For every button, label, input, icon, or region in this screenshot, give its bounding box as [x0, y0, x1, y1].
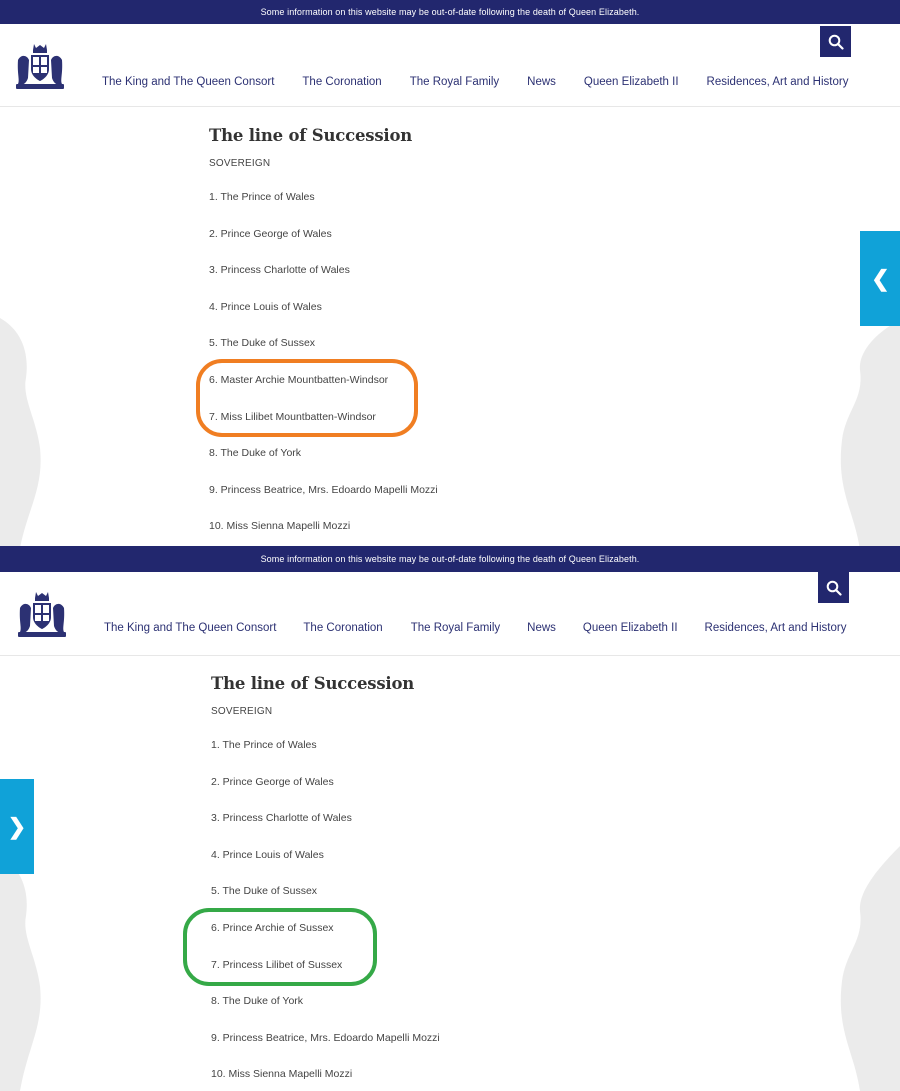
- nav-residences-art-history[interactable]: Residences, Art and History: [704, 622, 847, 634]
- list-item: 4. Prince Louis of Wales: [209, 300, 322, 313]
- sovereign-label: SOVEREIGN: [211, 706, 273, 717]
- lion-watermark-left: [0, 856, 42, 1091]
- site-header: [0, 24, 900, 107]
- highlight-ring-orange: [196, 359, 418, 437]
- nav-king-queen-consort[interactable]: The King and The Queen Consort: [102, 76, 275, 88]
- previous-tab-button[interactable]: [860, 231, 900, 326]
- lion-watermark-left: [0, 318, 42, 546]
- chevron-left-icon: ❮: [871, 265, 890, 291]
- main-nav: [102, 76, 848, 88]
- list-item: 9. Princess Beatrice, Mrs. Edoardo Mapelli Mozzi: [211, 1031, 440, 1044]
- list-item: 8. The Duke of York: [209, 447, 302, 460]
- list-item: 9. Princess Beatrice, Mrs. Edoardo Mapelli Mozzi: [209, 483, 438, 496]
- nav-news[interactable]: News: [527, 76, 556, 88]
- highlight-ring-green: [183, 908, 377, 986]
- list-item: 6. Master Archie Mountbatten-Windsor: [209, 373, 389, 386]
- list-item: 5. The Duke of Sussex: [211, 885, 318, 898]
- nav-royal-family[interactable]: The Royal Family: [410, 622, 501, 634]
- chevron-right-icon: ❯: [7, 813, 27, 839]
- search-icon: [828, 34, 844, 50]
- screenshot-after: [0, 546, 900, 1091]
- list-item: 3. Princess Charlotte of Wales: [211, 812, 352, 825]
- nav-queen-elizabeth[interactable]: Queen Elizabeth II: [583, 76, 679, 88]
- main-nav: [104, 622, 846, 634]
- list-item: 7. Miss Lilibet Mountbatten-Windsor: [209, 410, 376, 423]
- list-item: 5. The Duke of Sussex: [209, 337, 316, 350]
- list-item: 10. Miss Sienna Mapelli Mozzi: [209, 520, 351, 533]
- list-item: 2. Prince George of Wales: [211, 775, 334, 788]
- royal-crest-icon[interactable]: [16, 590, 68, 640]
- list-item: 4. Prince Louis of Wales: [211, 848, 324, 861]
- sovereign-label: SOVEREIGN: [209, 158, 271, 169]
- notice-banner: Some information on this website may be out-of-date following the death of Queen Elizabeth.: [0, 0, 900, 24]
- list-item: 7. Princess Lilibet of Sussex: [211, 958, 343, 971]
- search-button[interactable]: [820, 26, 851, 57]
- nav-king-queen-consort[interactable]: The King and The Queen Consort: [104, 622, 277, 634]
- nav-queen-elizabeth[interactable]: Queen Elizabeth II: [582, 622, 678, 634]
- notice-banner: Some information on this website may be out-of-date following the death of Queen Elizabeth.: [0, 546, 900, 572]
- next-tab-button[interactable]: [0, 779, 34, 874]
- page-title: The line of Succession: [211, 674, 415, 693]
- nav-coronation[interactable]: The Coronation: [302, 76, 382, 88]
- nav-coronation[interactable]: The Coronation: [303, 622, 383, 634]
- search-icon: [826, 580, 842, 596]
- nav-royal-family[interactable]: The Royal Family: [409, 76, 500, 88]
- list-item: 6. Prince Archie of Sussex: [211, 921, 334, 934]
- list-item: 10. Miss Sienna Mapelli Mozzi: [211, 1068, 353, 1081]
- royal-crest-icon[interactable]: [14, 42, 66, 92]
- lion-watermark-right: [836, 320, 900, 546]
- list-item: 1. The Prince of Wales: [211, 739, 317, 751]
- nav-residences-art-history[interactable]: Residences, Art and History: [706, 76, 849, 88]
- nav-news[interactable]: News: [527, 622, 556, 634]
- succession-section: [211, 674, 440, 1091]
- list-item: 3. Princess Charlotte of Wales: [209, 264, 350, 277]
- lion-watermark-right: [836, 846, 900, 1091]
- search-button[interactable]: [818, 572, 849, 603]
- succession-section: [209, 126, 438, 545]
- page-title: The line of Succession: [209, 126, 413, 145]
- site-header: [0, 572, 900, 656]
- list-item: 2. Prince George of Wales: [209, 227, 332, 240]
- list-item: 8. The Duke of York: [211, 995, 304, 1008]
- list-item: 1. The Prince of Wales: [209, 191, 315, 203]
